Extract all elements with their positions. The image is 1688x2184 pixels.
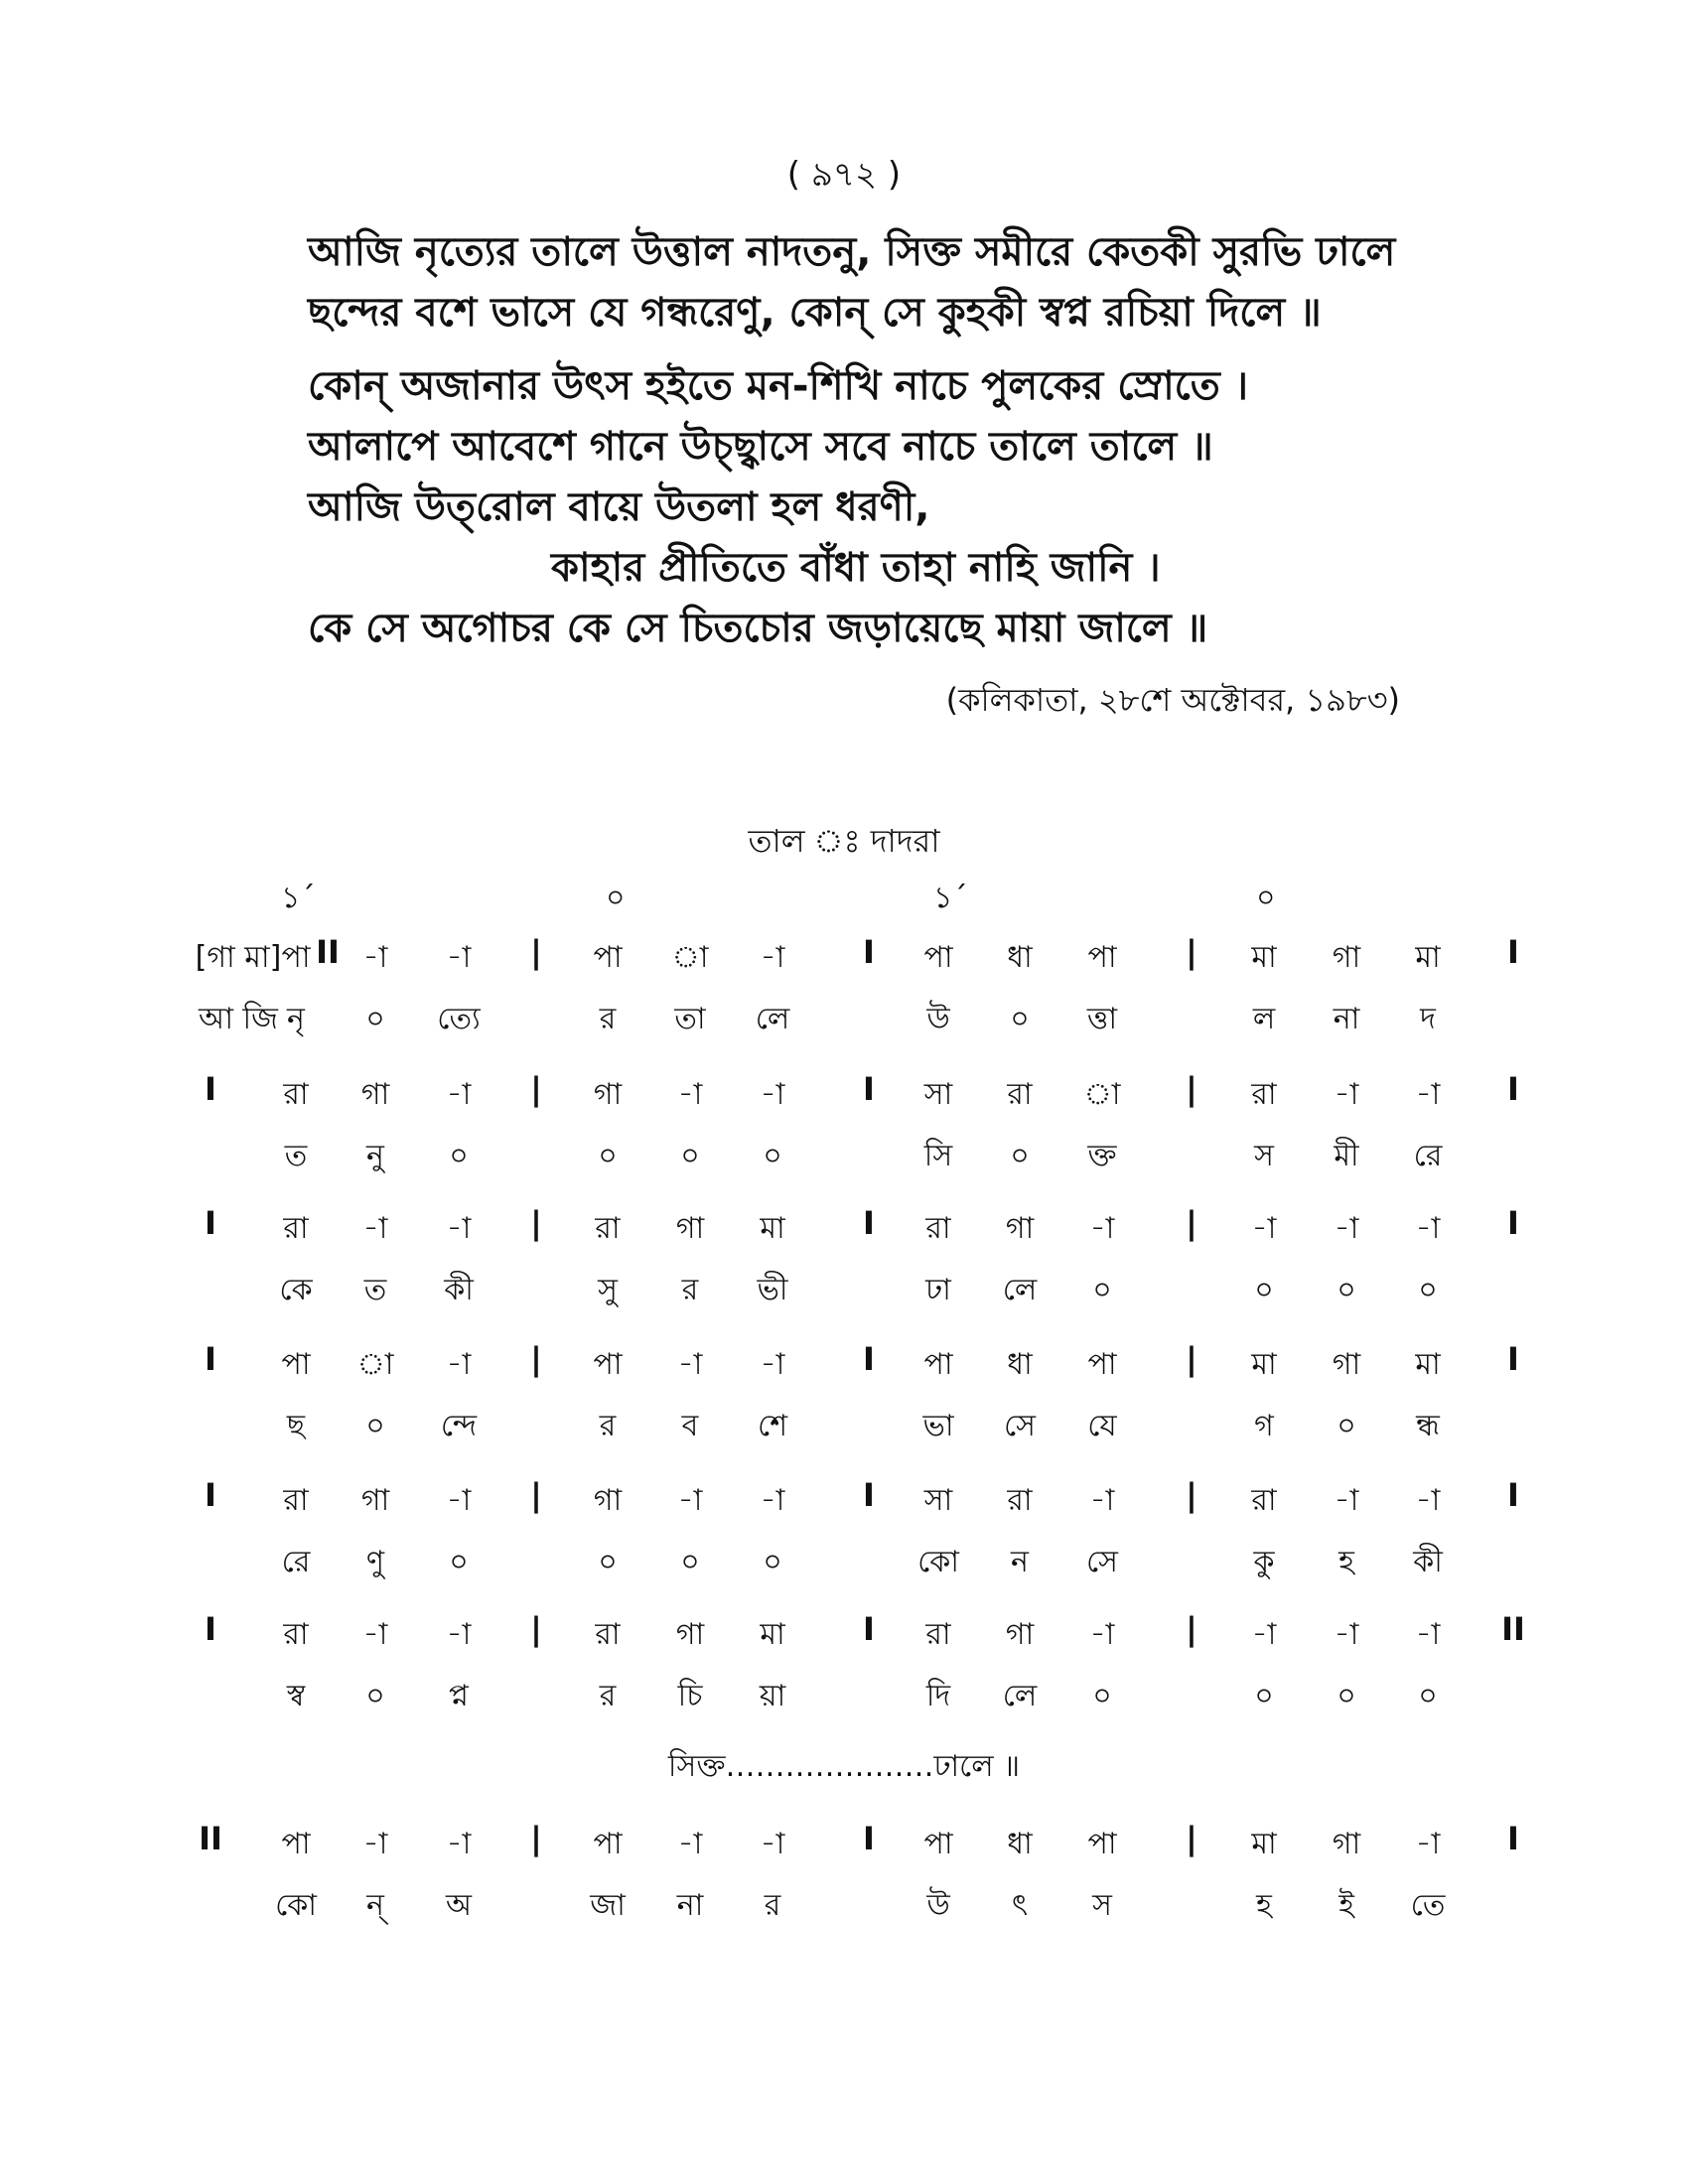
lyric-syllable: স্ব <box>286 1679 306 1713</box>
swara-note: মা <box>760 1211 785 1246</box>
lyric-syllable: কো <box>917 1545 959 1579</box>
swara-note: -া <box>446 1483 472 1518</box>
lyric-syllable: প্ন <box>449 1679 469 1713</box>
swara-note: পা <box>923 1347 953 1382</box>
swara-note: পা <box>593 1827 623 1861</box>
lyric-syllable: ০ <box>598 1139 618 1173</box>
swara-note: মা <box>1415 1347 1441 1382</box>
swara-note: রা <box>1007 1077 1033 1112</box>
lyric-syllable: ০ <box>449 1545 469 1579</box>
lyric-syllable: গ <box>1254 1409 1274 1443</box>
swara-note: গা <box>593 1077 623 1112</box>
lyric-syllable: তা <box>674 1002 706 1036</box>
swara-note: -া <box>1334 1617 1359 1652</box>
lyric-syllable: ভা <box>922 1409 954 1443</box>
swara-note: -া <box>1089 1483 1115 1518</box>
beat-mark: ১´ <box>281 881 316 915</box>
barline: | <box>1186 1476 1197 1514</box>
lyric-syllable: ছ <box>286 1409 306 1443</box>
end-barline: I <box>1507 1340 1519 1378</box>
lyric-syllable: চি <box>677 1679 703 1713</box>
swara-note: গা <box>675 1617 705 1652</box>
lyric-syllable: ন্ধ <box>1416 1409 1440 1443</box>
swara-note: গা <box>1005 1211 1035 1246</box>
barline: I <box>863 1820 875 1857</box>
swara-note: -া <box>446 1211 472 1246</box>
start-barline: I <box>205 1340 216 1378</box>
barline: I <box>863 1476 875 1514</box>
swara-note: পা <box>281 940 311 975</box>
pickup-lyric: আ জি <box>199 1002 278 1036</box>
barline: | <box>530 1070 542 1108</box>
lyric-syllable: ঢা <box>925 1273 951 1307</box>
lyric-syllable: অ <box>446 1888 472 1923</box>
lyric-line: কোন্ অজানার উৎস হইতে মন-শিখি নাচে পুলকের স্রোতে । <box>308 363 1248 409</box>
swara-note: গা <box>360 1483 390 1518</box>
end-barline: I <box>1507 1070 1519 1108</box>
lyric-syllable: কে <box>279 1273 313 1307</box>
lyric-syllable: ন্দে <box>440 1409 478 1443</box>
swara-note: -া <box>1334 1077 1359 1112</box>
start-barline: I <box>205 1476 216 1514</box>
lyric-syllable: লে <box>1002 1273 1038 1307</box>
barline: | <box>1186 1610 1197 1648</box>
end-barline: I <box>1507 1820 1519 1857</box>
start-barline: II <box>199 1820 222 1857</box>
barline: | <box>530 1204 542 1242</box>
swara-note: রা <box>925 1617 951 1652</box>
lyric-syllable: শে <box>758 1409 787 1443</box>
lyric-syllable: কো <box>275 1888 317 1923</box>
barline: | <box>530 933 542 971</box>
start-barline: I <box>205 1610 216 1648</box>
lyric-syllable: রে <box>1413 1139 1443 1173</box>
swara-note: গা <box>1332 940 1361 975</box>
swara-note: রা <box>595 1211 621 1246</box>
swara-note: -া <box>1415 1827 1441 1861</box>
end-barline: I <box>1507 933 1519 971</box>
barline: | <box>1186 933 1197 971</box>
swara-note: গা <box>360 1077 390 1112</box>
end-barline: I <box>1507 1476 1519 1514</box>
lyric-syllable: ত্তা <box>1086 1002 1118 1036</box>
lyric-syllable: র <box>599 1002 617 1036</box>
lyric-syllable: সে <box>1004 1409 1036 1443</box>
lyric-line: কাহার প্রীতিতে বাঁধা তাহা নাহি জানি । <box>551 545 1161 591</box>
lyric-syllable: ণু <box>365 1545 385 1579</box>
lyric-syllable: লে <box>1002 1679 1038 1713</box>
barline: | <box>1186 1820 1197 1857</box>
swara-note: -া <box>1415 1617 1441 1652</box>
swara-note: -া <box>446 1347 472 1382</box>
lyric-line: আজি উত্‌রোল বায়ে উতলা হল ধরণী, <box>308 484 930 530</box>
lyric-syllable: র <box>599 1409 617 1443</box>
lyric-syllable: কী <box>444 1273 474 1307</box>
lyric-syllable: যে <box>1087 1409 1117 1443</box>
lyric-syllable: ০ <box>1418 1273 1438 1307</box>
swara-note: মা <box>1251 1347 1277 1382</box>
lyric-syllable: হ <box>1256 1888 1272 1923</box>
swara-note: পা <box>923 1827 953 1861</box>
lyric-syllable: সি <box>923 1139 953 1173</box>
swara-note: -া <box>1089 1211 1115 1246</box>
lyric-syllable: মী <box>1334 1139 1359 1173</box>
lyric-syllable: তে <box>1410 1888 1446 1923</box>
lyric-syllable: ত <box>363 1273 387 1307</box>
lyric-syllable: ভী <box>757 1273 788 1307</box>
swara-note: -া <box>362 1827 388 1861</box>
swara-note: -া <box>362 940 388 975</box>
lyric-syllable: নু <box>366 1139 384 1173</box>
lyric-syllable: ০ <box>1010 1139 1030 1173</box>
swara-note: রা <box>1251 1077 1277 1112</box>
swara-note: -া <box>446 1077 472 1112</box>
lyric-syllable: না <box>676 1888 704 1923</box>
swara-note: রা <box>283 1617 309 1652</box>
lyric-syllable: ০ <box>763 1139 782 1173</box>
swara-note: রা <box>283 1077 309 1112</box>
swara-note: ধা <box>1007 1347 1033 1382</box>
lyric-syllable: নৃ <box>287 1002 305 1036</box>
barline: I <box>863 1340 875 1378</box>
swara-note: পা <box>593 940 623 975</box>
lyric-syllable: ত্যে <box>437 1002 481 1036</box>
swara-note: -া <box>760 1347 785 1382</box>
swara-note: -া <box>677 1077 703 1112</box>
swara-note: -া <box>1415 1483 1441 1518</box>
lyric-syllable: ন <box>1011 1545 1029 1579</box>
lyric-syllable: সু <box>598 1273 618 1307</box>
lyric-syllable: ০ <box>365 1409 385 1443</box>
lyric-syllable: সে <box>1086 1545 1118 1579</box>
swara-note: -া <box>760 940 785 975</box>
lyric-syllable: উ <box>926 1888 950 1923</box>
swara-note: -া <box>760 1483 785 1518</box>
barline: | <box>530 1610 542 1648</box>
barline: | <box>1186 1340 1197 1378</box>
swara-note: া <box>1083 1077 1121 1112</box>
lyric-syllable: লে <box>755 1002 790 1036</box>
lyric-line: আলাপে আবেশে গানে উচ্ছ্বাসে সবে নাচে তালে তালে ॥ <box>308 424 1213 470</box>
lyric-syllable: ক্ত <box>1087 1139 1117 1173</box>
swara-note: পা <box>1087 940 1117 975</box>
barline: | <box>530 1476 542 1514</box>
swara-note: পা <box>593 1347 623 1382</box>
lyric-syllable: ৎ <box>1011 1888 1029 1923</box>
swara-note: গা <box>1332 1827 1361 1861</box>
swara-note: পা <box>1087 1827 1117 1861</box>
lyric-syllable: স <box>1254 1139 1274 1173</box>
swara-note: -া <box>760 1827 785 1861</box>
swara-note: রা <box>925 1211 951 1246</box>
swara-note: -া <box>1089 1617 1115 1652</box>
swara-note: -া <box>760 1077 785 1112</box>
lyric-syllable: ল <box>1252 1002 1276 1036</box>
lyric-line: ছন্দের বশে ভাসে যে গন্ধরেণু, কোন্ সে কুহকী স্বপ্ন রচিয়া দিলে ॥ <box>308 290 1322 336</box>
lyric-syllable: না <box>1333 1002 1360 1036</box>
barline: I <box>863 1204 875 1242</box>
lyric-syllable: ০ <box>365 1002 385 1036</box>
lyric-syllable: রে <box>281 1545 311 1579</box>
swara-note: -া <box>362 1617 388 1652</box>
barline: | <box>1186 1070 1197 1108</box>
lyric-syllable: কু <box>1253 1545 1275 1579</box>
swara-note: গা <box>1005 1617 1035 1652</box>
page-number: ( ৯৭২ ) <box>786 155 902 195</box>
end-barline: I <box>1507 1204 1519 1242</box>
swara-note: -া <box>677 1483 703 1518</box>
start-barline: II <box>316 933 340 971</box>
barline: I <box>863 1070 875 1108</box>
swara-note: া <box>356 1347 394 1382</box>
lyric-syllable: ০ <box>680 1139 700 1173</box>
lyric-syllable: দ <box>1420 1002 1436 1036</box>
swara-note: -া <box>1251 1617 1277 1652</box>
beat-mark: ১´ <box>933 881 968 915</box>
swara-note: সা <box>923 1077 953 1112</box>
lyric-syllable: ০ <box>1418 1679 1438 1713</box>
lyric-syllable: র <box>764 1888 781 1923</box>
swara-note: রা <box>283 1211 309 1246</box>
lyric-line: আজি নৃত্যের তালে উত্তাল নাদতনু, সিক্ত সমীরে কেতকী সুরভি ঢালে <box>308 229 1396 275</box>
swara-note: গা <box>675 1211 705 1246</box>
beat-mark: ০ <box>606 881 626 915</box>
barline: I <box>863 1610 875 1648</box>
pickup-swara: [গা মা] <box>195 940 282 975</box>
swara-note: -া <box>1415 1211 1441 1246</box>
swara-note: পা <box>281 1827 311 1861</box>
lyric-syllable: ০ <box>763 1545 782 1579</box>
lyric-syllable: ০ <box>1336 1273 1356 1307</box>
swara-note: গা <box>593 1483 623 1518</box>
swara-note: রা <box>1251 1483 1277 1518</box>
start-barline: I <box>205 1070 216 1108</box>
swara-note: মা <box>1415 940 1441 975</box>
repeat-line: সিক্ত…………………ঢালে ॥ <box>667 1749 1021 1784</box>
swara-note: মা <box>1251 1827 1277 1861</box>
swara-note: রা <box>595 1617 621 1652</box>
composition-date: (কলিকাতা, ২৮শে অক্টোবর, ১৯৮৩) <box>945 681 1400 719</box>
lyric-syllable: ই <box>1338 1888 1354 1923</box>
lyric-syllable: ০ <box>365 1679 385 1713</box>
swara-note: া <box>671 940 709 975</box>
lyric-syllable: দি <box>925 1679 951 1713</box>
lyric-syllable: ০ <box>1336 1409 1356 1443</box>
swara-note: রা <box>283 1483 309 1518</box>
lyric-syllable: কী <box>1413 1545 1443 1579</box>
lyric-syllable: ০ <box>1254 1679 1274 1713</box>
swara-note: -া <box>677 1347 703 1382</box>
swara-note: -া <box>446 940 472 975</box>
lyric-syllable: য়া <box>759 1679 786 1713</box>
lyric-syllable: ০ <box>1336 1679 1356 1713</box>
lyric-syllable: স <box>1092 1888 1112 1923</box>
lyric-syllable: ০ <box>598 1545 618 1579</box>
lyric-syllable: ০ <box>1254 1273 1274 1307</box>
swara-note: পা <box>1087 1347 1117 1382</box>
swara-note: পা <box>923 940 953 975</box>
end-barline: II <box>1501 1610 1525 1648</box>
swara-note: সা <box>923 1483 953 1518</box>
swara-note: ধা <box>1007 940 1033 975</box>
swara-note: -া <box>1415 1077 1441 1112</box>
lyric-syllable: ০ <box>449 1139 469 1173</box>
swara-note: মা <box>760 1617 785 1652</box>
lyric-syllable: ০ <box>1092 1679 1112 1713</box>
tal-label: তাল ঃ দাদরা <box>748 822 940 860</box>
swara-note: ধা <box>1007 1827 1033 1861</box>
lyric-line: কে সে অগোচর কে সে চিতচোর জড়ায়েছে মায়া জালে ॥ <box>308 606 1208 651</box>
lyric-syllable: ০ <box>1010 1002 1030 1036</box>
lyric-syllable: র <box>599 1679 617 1713</box>
start-barline: I <box>205 1204 216 1242</box>
lyric-syllable: র <box>681 1273 699 1307</box>
barline: I <box>863 933 875 971</box>
swara-note: -া <box>1251 1211 1277 1246</box>
swara-note: -া <box>677 1827 703 1861</box>
barline: | <box>530 1340 542 1378</box>
swara-note: -া <box>1334 1483 1359 1518</box>
lyric-syllable: জা <box>590 1888 626 1923</box>
swara-note: গা <box>1332 1347 1361 1382</box>
swara-note: -া <box>446 1827 472 1861</box>
lyric-syllable: ত <box>284 1139 308 1173</box>
swara-note: -া <box>446 1617 472 1652</box>
barline: | <box>530 1820 542 1857</box>
swara-note: -া <box>362 1211 388 1246</box>
lyric-syllable: ০ <box>680 1545 700 1579</box>
lyric-syllable: হ <box>1338 1545 1354 1579</box>
lyric-syllable: ন্ <box>366 1888 384 1923</box>
lyric-syllable: ব <box>681 1409 699 1443</box>
swara-note: -া <box>1334 1211 1359 1246</box>
barline: | <box>1186 1204 1197 1242</box>
swara-note: পা <box>281 1347 311 1382</box>
beat-mark: ০ <box>1256 881 1276 915</box>
lyric-syllable: উ <box>926 1002 950 1036</box>
lyric-syllable: ০ <box>1092 1273 1112 1307</box>
swara-note: মা <box>1251 940 1277 975</box>
swara-note: রা <box>1007 1483 1033 1518</box>
